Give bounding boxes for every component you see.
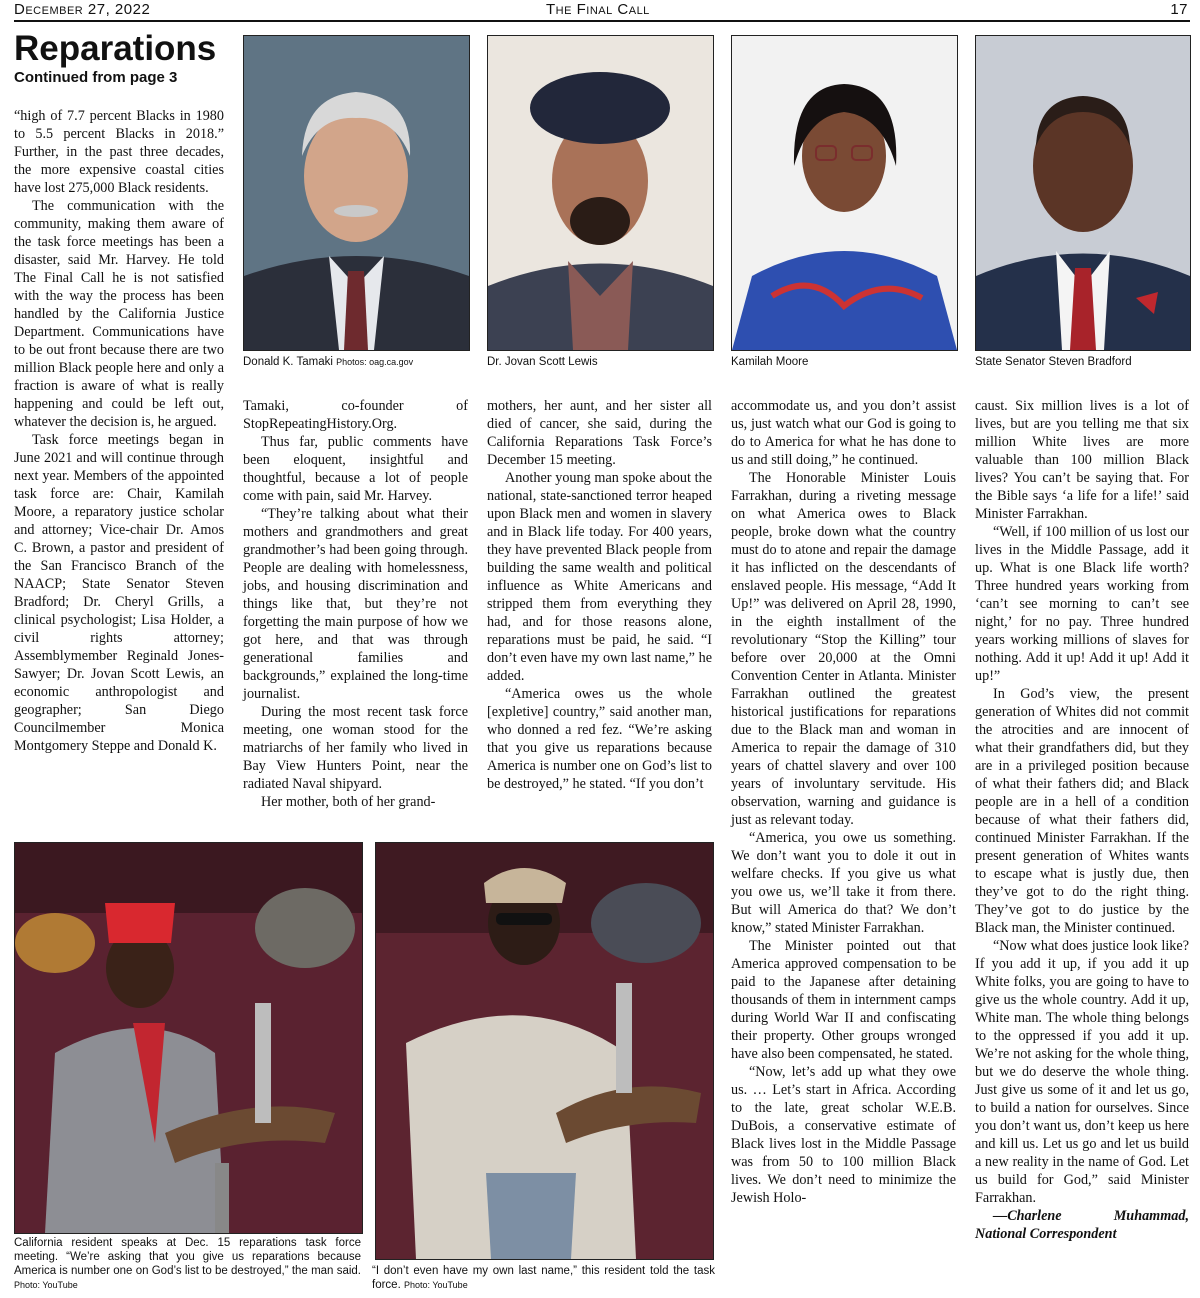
- paragraph: “Now, let’s add up what they owe us. … Let’s start in Africa. According to the late, great scholar W.E.B. DuBois, a conservative estimate of Black lives lost in the Middle Passage was from 50 to 100 million Black lives. We don’t need to minimize the Jewish Holo-: [731, 1064, 956, 1206]
- portrait-caption: Donald K. Tamaki Photos: oag.ca.gov: [243, 356, 414, 368]
- paragraph: The Honorable Minister Louis Farrakhan, during a riveting message on what America owes to Black people, broke down what the country must do to atone and repair the damage it has inflicted on the descendants of enslaved people. His message, “Add It Up!” was delivered on April 28, 1990, in the eighth installment of the revolutionary “Stop the Killing” tour before over 20,000 at the Omni Convention Center in Atlanta. Minister Farrakhan outlined the greatest historical justifications for reparations due to the Black man and woman in America to repair the damage of 310 years of chattel slavery and over 100 years of involuntary servitude. His observation, warning and guidance is just as relevant today.: [731, 470, 956, 828]
- byline: —Charlene Muhammad, National Correspondent: [975, 1208, 1189, 1242]
- portrait-photo-tamaki: [243, 35, 470, 351]
- paragraph: Tamaki, co-founder of StopRepeatingHistory.Org.: [243, 398, 468, 432]
- paragraph: Her mother, both of her grand-: [261, 794, 436, 810]
- paragraph: accommodate us, and you don’t assist us, just watch what our God is going to do to America for what he has done to us and still doing,” he continued.: [731, 398, 956, 468]
- article-column-2: [243, 397, 468, 827]
- paragraph: Thus far, public comments have been eloquent, insightful and thoughtful, because a lot of people come with pain, said Mr. Harvey.: [243, 434, 468, 504]
- article-column-3: [487, 397, 712, 827]
- paragraph: Task force meetings began in June 2021 and will continue through next year. Members of the appointed task force are: Chair, Kamilah Moore, a reparatory justice scholar and attorney; Vice-chair Dr. Amos C. Brown, a pastor and president of the San Francisco Branch of the NAACP; State Senator Steven Bradford; Dr. Cheryl Grills, a clinical psychologist; Lisa Holder, a civil rights attorney; Assemblymember Reginald Jones-Sawyer; Dr. Jovan Scott Lewis, an economic anthropologist and geographer; San Diego Councilmember Monica Montgomery Steppe and Donald K.: [14, 432, 224, 754]
- portrait-caption: Dr. Jovan Scott Lewis: [487, 356, 598, 368]
- page-number: 17: [1170, 1, 1188, 18]
- paragraph: “They’re talking about what their mothers and grandmothers and great grandmother’s had been going through. People are dealing with homelessness, jobs, and housing discrimination and things like that, but they’re not forgetting the main purpose of how we got here, and that was through generational families and backgrounds,” explained the long-time journalist.: [243, 506, 468, 702]
- paragraph: In God’s view, the present generation of Whites did not commit the atrocities and are innocent of what their grandfathers did, but they are in a privileged position because of what their fathers did; and Black people are in a hell of a condition because of what their fathers did, continued Minister Farrakhan. If the present generation of Whites wants to escape what is justly due, then they’ve got to do the right thing. They’ve got to do justice by the Black man, the Minister continued.: [975, 686, 1189, 936]
- meeting-photo-young-resident: [375, 842, 714, 1260]
- paragraph: mothers, her aunt, and her sister all died of cancer, she said, during the California Reparations Task Force’s December 15 meeting.: [487, 398, 712, 468]
- issue-date: December 27, 2022: [14, 1, 151, 18]
- article-column-1: [14, 107, 224, 827]
- photo-caption: “I don’t even have my own last name,” this resident told the task force. Photo: YouTube: [372, 1265, 715, 1291]
- header-rule: [14, 20, 1190, 22]
- article-column-5: [975, 397, 1189, 1297]
- paragraph: “America, you owe us something. We don’t want you to dole it out in welfare checks. If you give us what you owe us, we’ll take it from there. But will America do that? We don’t know,” stated Minister Farrakhan.: [731, 830, 956, 936]
- paragraph: During the most recent task force meeting, one woman stood for the matriarchs of her family who lived in Bay View Hunters Point, near the radiated Naval shipyard.: [243, 704, 468, 792]
- portrait-photo-moore: [731, 35, 958, 351]
- paragraph: “Well, if 100 million of us lost our lives in the Middle Passage, add it up. What is one Black life worth? Three hundred years working from ‘can’t see morning to can’t see night,’ for no pay. Three hundred years working millions of slaves for nothing. Add it up! Add it up! Add it up!”: [975, 524, 1189, 684]
- continued-from: Continued from page 3: [14, 69, 178, 86]
- paragraph: caust. Six million lives is a lot of lives, but are you telling me that six million White lives are more valuable than 100 million Black lives? You can’t be saying that. For the Bible says ‘a life for a life!’ said Minister Farrakhan.: [975, 398, 1189, 522]
- portrait-caption: State Senator Steven Bradford: [975, 356, 1132, 368]
- paragraph: The Minister pointed out that America approved compensation to be paid to the Japanese after detaining thousands of them in internment camps during World War II and confiscating their property. Other groups wronged have also been compensated, he stated.: [731, 938, 956, 1062]
- article-title: Reparations: [14, 29, 217, 68]
- paragraph: The communication with the community, making them aware of the task force meetings has been a disaster, said Mr. Harvey. He told The Final Call he is not satisfied with the way the process has been handled by the California Justice Department. Communications have to be out front because there are two million Black people here and only a fraction is aware of what is really happening and could be left out, whatever the decision is, he argued.: [14, 198, 224, 430]
- publication-name: The Final Call: [546, 1, 650, 18]
- page-header: [0, 0, 1200, 22]
- portrait-photo-bradford: [975, 35, 1191, 351]
- paragraph: “Now what does justice look like? If you add it up, if you add it up White folks, you are going to have to give us the whole country. Add it up, White man. The whole thing belongs to the oppressed if you add it up. We’re not asking for the whole thing, but we do deserve the whole thing. Just give us some of it and let us go, to build a nation for ourselves. Since you don’t want us, don’t keep us here and kill us. Let us go and let us build a new reality in the name of God. Let us build for God,” said Minister Farrakhan.: [975, 938, 1189, 1206]
- paragraph: “high of 7.7 percent Blacks in 1980 to 5.5 percent Blacks in 2018.” Further, in the past three decades, the more expensive coastal cities have lost 275,000 Black residents.: [14, 108, 224, 196]
- paragraph: “America owes us the whole [expletive] country,” said another man, who donned a red fez. “We’re asking that you give us reparations because America is number one on God’s list to be destroyed,” he stated. “If you don’t: [487, 686, 712, 792]
- portrait-photo-lewis: [487, 35, 714, 351]
- paragraph: Another young man spoke about the national, state-sanctioned terror heaped upon Black men and women in slavery and in Black life today. For 400 years, they have prevented Black people from building the same wealth and political influence as White Americans and stripped them from everything they had, and for those reasons alone, reparations must be paid, he said. “I don’t even have my own last name,” he added.: [487, 470, 712, 684]
- photo-caption: California resident speaks at Dec. 15 reparations task force meeting. “We’re asking that you give us reparations because America is number one on God’s list to be destroyed,” the man said. Photo: YouTube: [14, 1237, 361, 1290]
- meeting-photo-red-fez-speaker: [14, 842, 363, 1234]
- article-column-4: [731, 397, 956, 1297]
- portrait-caption: Kamilah Moore: [731, 356, 809, 368]
